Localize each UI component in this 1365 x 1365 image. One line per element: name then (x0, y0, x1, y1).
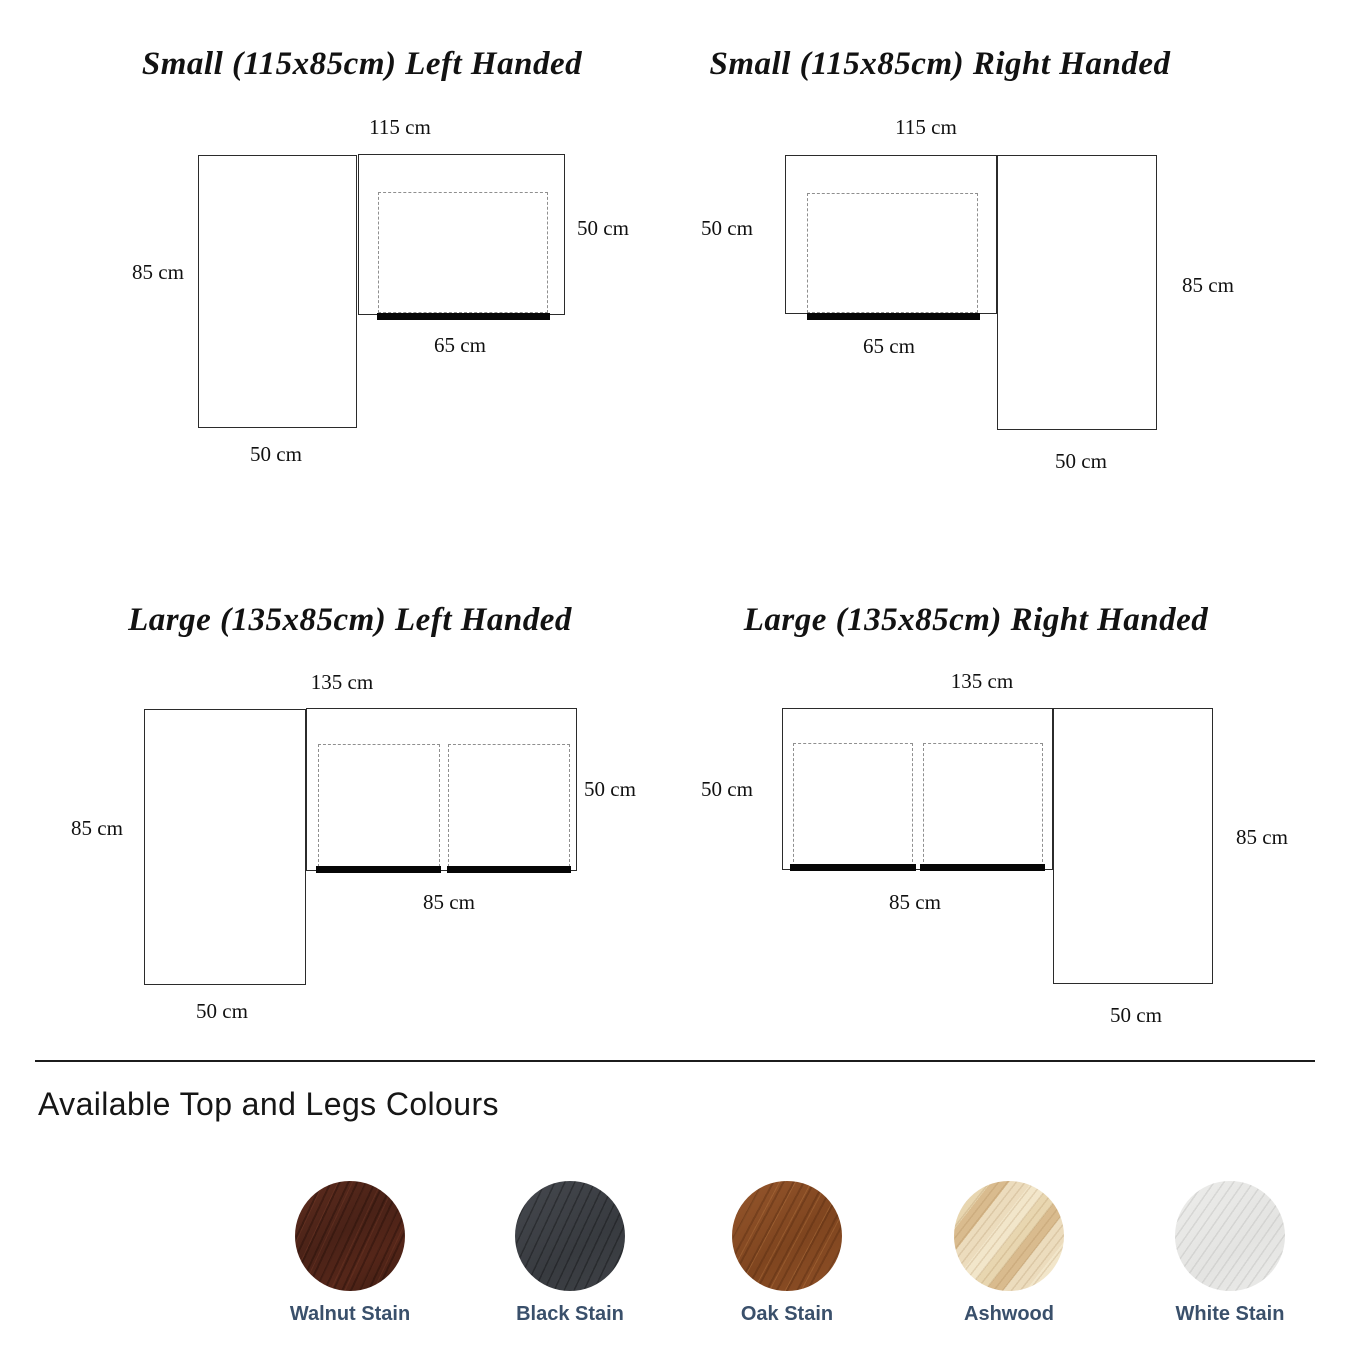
modesty-panel-bar (447, 866, 571, 873)
modesty-panel-bar (316, 866, 441, 873)
dimension-label-return-depth: 85 cm (1182, 273, 1234, 297)
section-divider (35, 1060, 1315, 1062)
underdesk-clearance-dashed (807, 193, 978, 313)
dimension-label-return-width: 50 cm (1110, 1003, 1162, 1027)
diagram-title: Small (115x85cm) Right Handed (709, 46, 1171, 82)
dimension-label-cutout-width: 65 cm (434, 333, 486, 357)
swatch-label: White Stain (1175, 1303, 1285, 1325)
dimension-label-desk-depth: 50 cm (584, 777, 636, 801)
diagram-title: Large (135x85cm) Right Handed (743, 602, 1209, 638)
modesty-panel-bar (920, 864, 1045, 871)
swatch-label: Walnut Stain (289, 1303, 411, 1325)
colour-swatch-black-stain (515, 1181, 625, 1291)
swatch-label: Oak Stain (740, 1303, 834, 1325)
colours-section-heading: Available Top and Legs Colours (38, 1086, 499, 1122)
dimension-label-desk-depth: 50 cm (701, 777, 753, 801)
underdesk-clearance-dashed (378, 192, 548, 313)
dimension-label-return-depth: 85 cm (132, 260, 184, 284)
dimension-label-top-width: 135 cm (310, 670, 374, 694)
colour-swatch-white-stain (1175, 1181, 1285, 1291)
dimension-label-desk-depth: 50 cm (701, 216, 753, 240)
dimension-label-top-width: 115 cm (895, 115, 957, 139)
underdesk-clearance-dashed (923, 743, 1043, 867)
swatch-label: Ashwood (964, 1303, 1054, 1325)
desk-return-rect (1053, 708, 1213, 984)
dimension-label-cutout-width: 85 cm (889, 890, 941, 914)
dimension-label-cutout-width: 85 cm (423, 890, 475, 914)
desk-return-rect (144, 709, 306, 985)
desk-return-rect (198, 155, 357, 428)
desk-return-rect (997, 155, 1157, 430)
colour-swatch-walnut-stain (295, 1181, 405, 1291)
modesty-panel-bar (790, 864, 916, 871)
modesty-panel-bar (377, 313, 550, 320)
dimension-label-top-width: 135 cm (950, 669, 1014, 693)
swatch-label: Black Stain (516, 1303, 624, 1325)
dimension-label-cutout-width: 65 cm (863, 334, 915, 358)
underdesk-clearance-dashed (448, 744, 570, 867)
dimension-label-return-width: 50 cm (1055, 449, 1107, 473)
diagram-title: Large (135x85cm) Left Handed (128, 602, 572, 638)
modesty-panel-bar (807, 313, 980, 320)
colour-swatch-oak-stain (732, 1181, 842, 1291)
underdesk-clearance-dashed (318, 744, 440, 867)
dimension-label-top-width: 115 cm (369, 115, 431, 139)
dimension-label-return-depth: 85 cm (71, 816, 123, 840)
dimension-label-return-width: 50 cm (196, 999, 248, 1023)
diagram-title: Small (115x85cm) Left Handed (141, 46, 583, 82)
dimension-label-desk-depth: 50 cm (577, 216, 629, 240)
dimension-label-return-depth: 85 cm (1236, 825, 1288, 849)
dimension-label-return-width: 50 cm (250, 442, 302, 466)
colour-swatch-ashwood (954, 1181, 1064, 1291)
underdesk-clearance-dashed (793, 743, 913, 867)
